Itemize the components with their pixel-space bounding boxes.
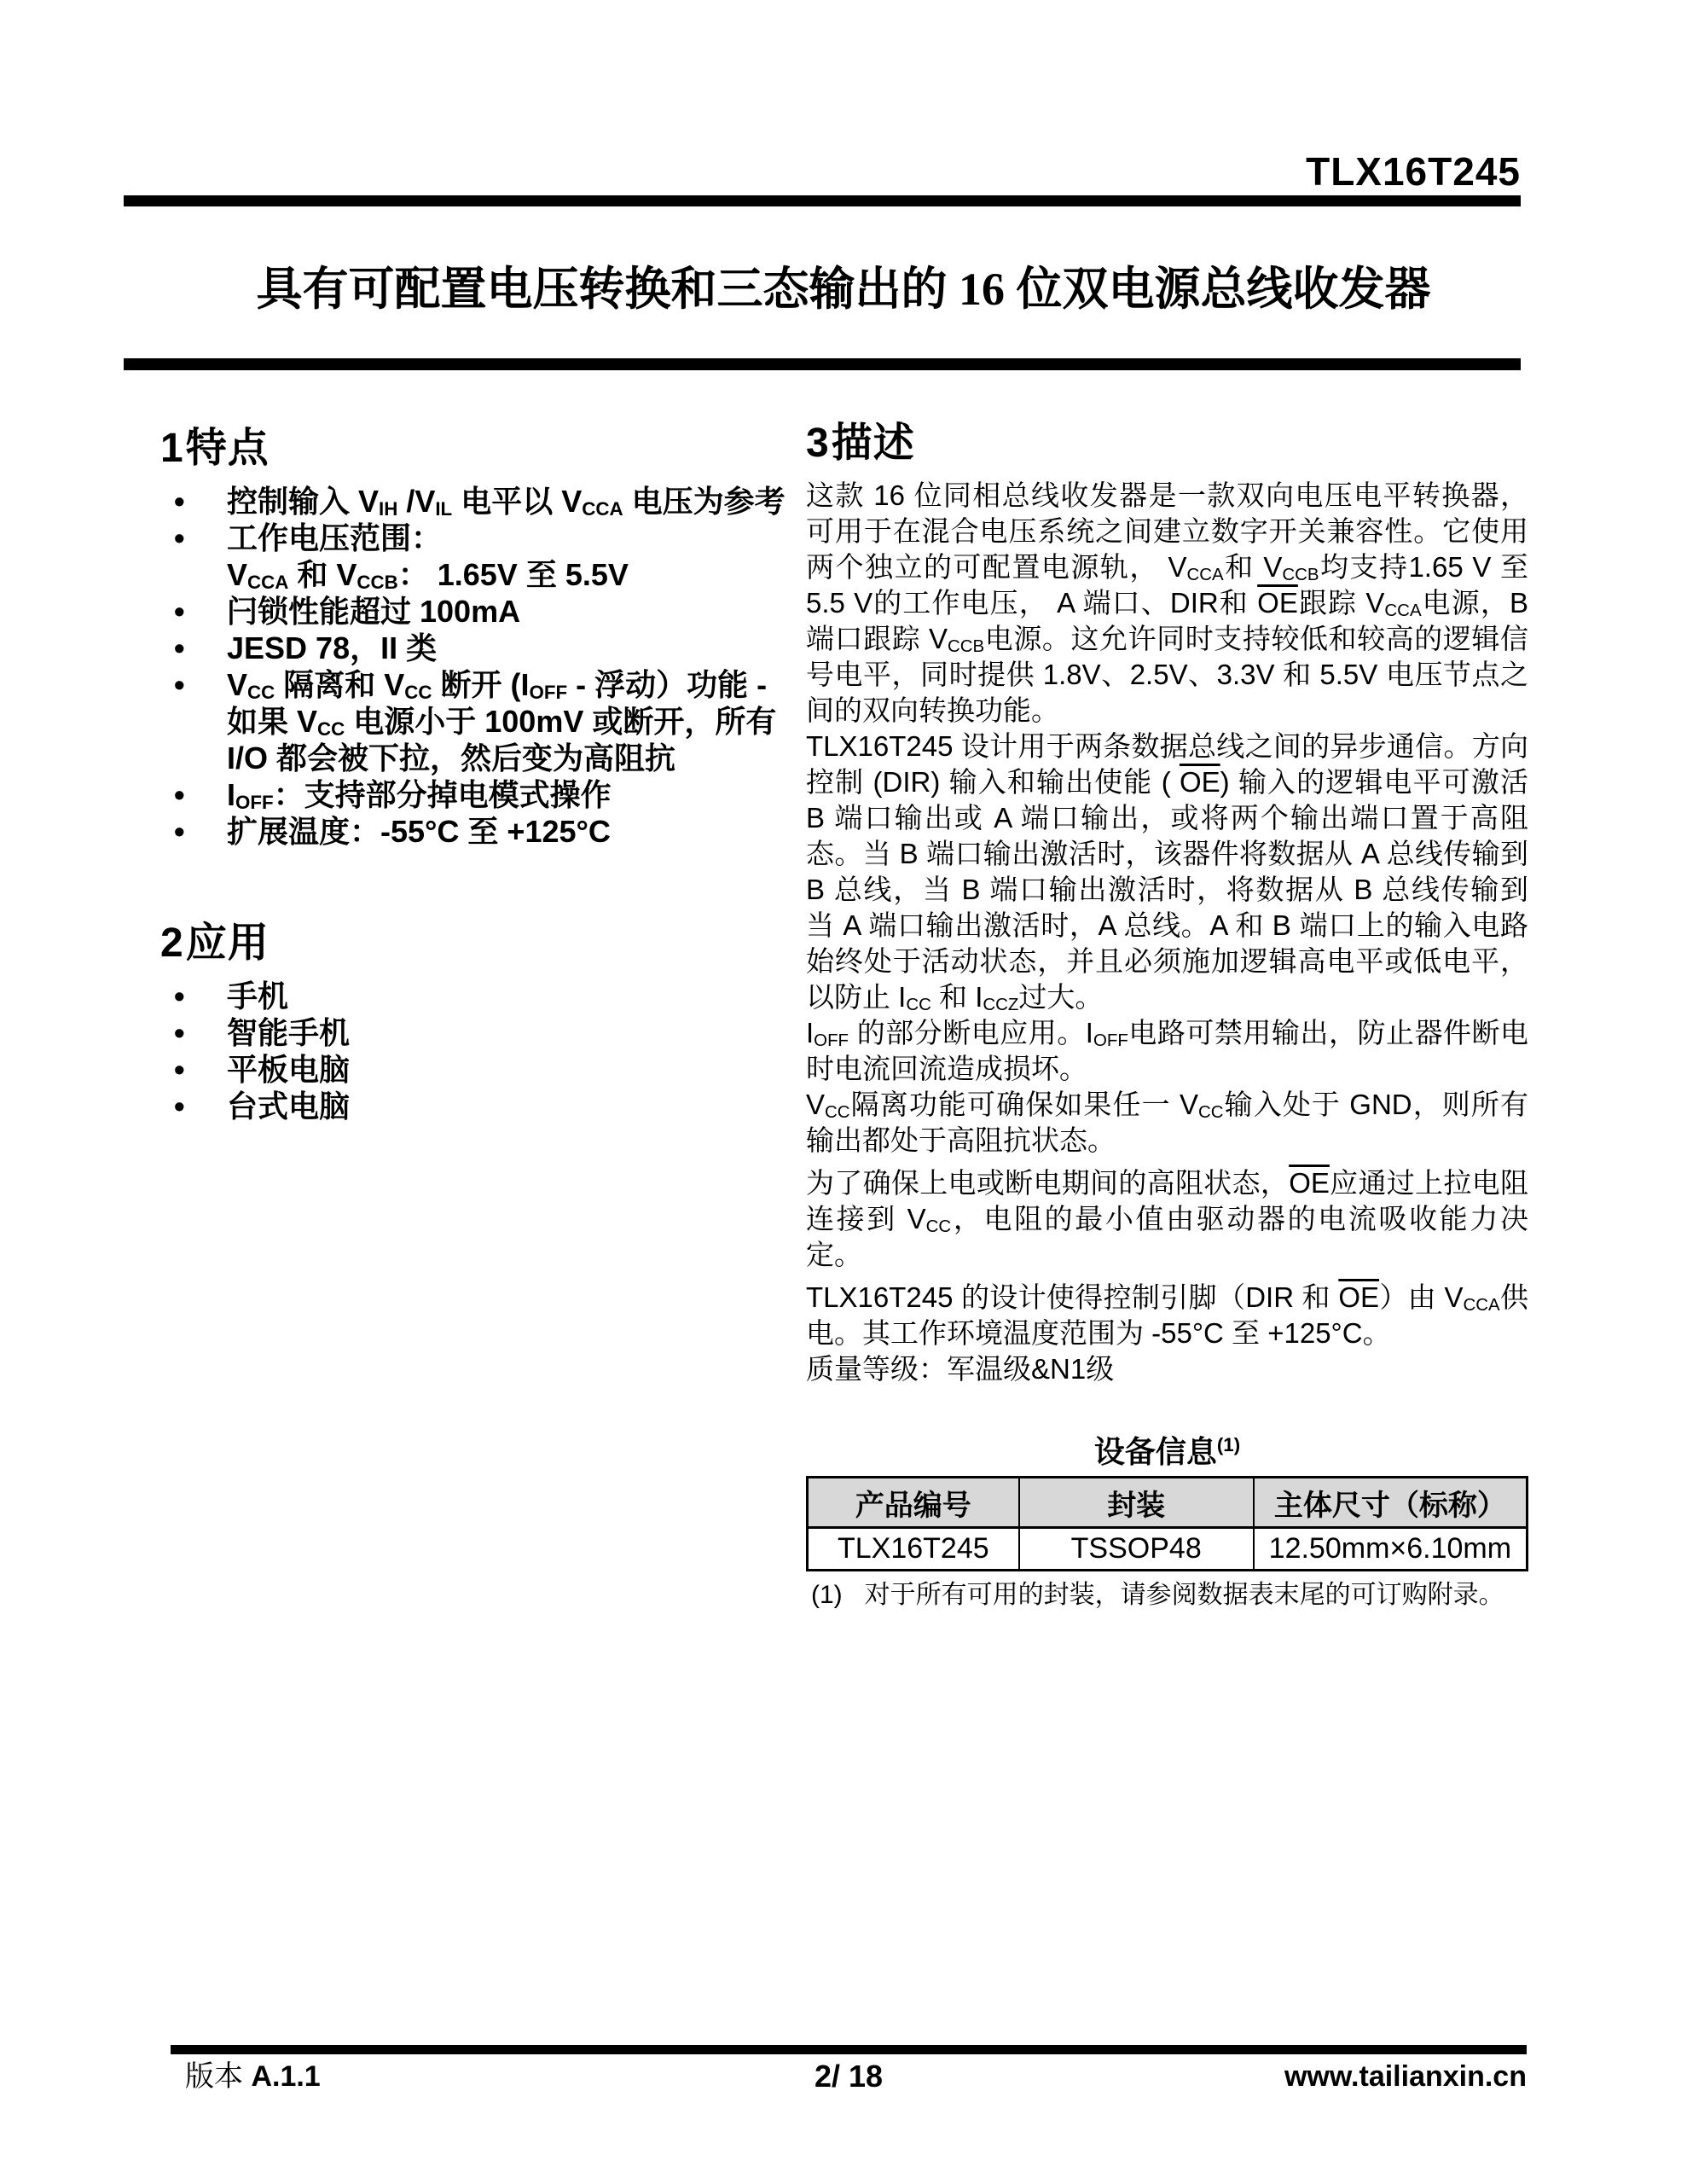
table-footnote	[811, 1580, 1528, 1611]
footer-row	[171, 2059, 1527, 2094]
description-paragraph: $V_{CC}$隔离功能可确保如果任一 $V_{CC}$输入处于 GND，则所有输出都处于高阻抗状态。	[806, 1089, 1529, 1156]
description-paragraph: TLX16T245 的设计使得控制引脚（DIR 和 $\overline{OE}$）由 $V_{CCA}$供电。其工作环境温度范围为 -55°C 至 +125°C。	[806, 1281, 1528, 1349]
cell-package: TSSOP48	[1019, 1528, 1254, 1571]
description-heading-number: 3	[806, 421, 830, 466]
right-column	[806, 420, 1528, 1611]
applications-heading-number: 2	[160, 921, 184, 966]
applications-heading-label: 应用	[185, 921, 270, 966]
footer-website: www.tailianxin.cn	[1284, 2060, 1527, 2093]
page-footer	[171, 2045, 1527, 2094]
footer-page-number: 2/ 18	[814, 2059, 884, 2094]
table-header-row	[808, 1478, 1528, 1528]
page-title: 具有可配置电压转换和三态输出的 16 位双电源总线收发器	[256, 264, 1431, 315]
feature-item: • 扩展温度：-55°C 至 +125°C	[160, 813, 796, 850]
feature-item: • $I_{OFF}$：支持部分掉电模式操作	[160, 776, 796, 813]
description-paragraph: 为了确保上电或断电期间的高阻状态，$\overline{OE}$应通过上拉电阻连接到 $V_{CC}$，电阻的最小值由驱动器的电流吸收能力决定。	[806, 1167, 1529, 1270]
footnote-marker: (1)	[811, 1581, 843, 1609]
part-number: TLX16T245	[1306, 149, 1521, 194]
application-item: • 台式电脑	[160, 1088, 796, 1124]
description-paragraph: TLX16T245 设计用于两条数据总线之间的异步通信。方向控制 (DIR) 输入和输出使能 ( $\overline{OE}$) 输入的逻辑电平可激活 B 端口输出或 A 端口输出，或将两个输出端口置于高阻态。当 B 端口输出激活时，该器件将数据从 A 总线传输到 B 总线，当 B 端口输出激活时，将数据从 B 总线传输到 当 A 端口输出激活时，A 总线。A 和 B 端口上的输入电路始终处于活动状态，并且必须施加逻辑高电平或低电平，以防止 $I_{CC}$ 和 $I_{CCZ}$过大。	[806, 730, 1528, 1014]
cell-body-size: 12.50mm×6.10mm	[1254, 1528, 1528, 1571]
features-heading-number: 1	[160, 426, 184, 471]
header-rule	[124, 195, 1521, 206]
column-header-part-number: 产品编号	[808, 1478, 1019, 1528]
footer-version: 版本 A.1.1	[185, 2060, 321, 2093]
description-heading-label: 描述	[831, 421, 915, 466]
description-heading	[806, 420, 1528, 468]
left-column	[160, 425, 796, 1124]
title-rule	[124, 358, 1521, 370]
features-heading	[160, 425, 796, 473]
footer-rule	[171, 2045, 1527, 2054]
description-paragraph: 这款 16 位同相总线收发器是一款双向电压电平转换器，可用于在混合电压系统之间建立数字开关兼容性。它使用两个独立的可配置电源轨， $V_{CCA}$和 $V_{CCB}$均支持1.65 V 至 5.5 V的工作电压， A 端口、DIR和 $\overline{OE}$跟踪 $V_{CCA}$电源，B 端口跟踪 $V_{CCB}$电源。这允许同时支持较低和较高的逻辑信号电平，同时提供 1.8V、2.5V、3.3V 和 5.5V 电压节点之间的双向转换功能。	[806, 479, 1529, 726]
device-info-title-text: 设备信息	[1093, 1434, 1217, 1469]
feature-item: • $V_{CC}$ 隔离和 $V_{CC}$ 断开 ($I_{OFF}$ - 浮动）功能 - 如果 $V_{CC}$ 电源小于 100mV 或断开，所有 I/O 都会被下拉，然后变为高阻抗	[160, 666, 796, 776]
features-heading-label: 特点	[185, 426, 270, 471]
feature-item: • 闩锁性能超过 100mA	[160, 593, 796, 630]
cell-part-number: TLX16T245	[808, 1528, 1019, 1571]
device-info-block	[806, 1435, 1528, 1611]
applications-heading	[160, 920, 796, 967]
application-item: • 平板电脑	[160, 1051, 796, 1088]
quality-grade-line: 质量等级：军温级&N1级	[806, 1353, 1115, 1385]
application-item: • 手机	[160, 978, 796, 1014]
footnote-text: 对于所有可用的封装，请参阅数据表末尾的可订购附录。	[864, 1581, 1504, 1609]
feature-item: • 控制输入 $V_{IH}$ $/V_{IL}$ 电平以 $V_{CCA}$ 电压为参考	[160, 483, 796, 520]
description-paragraph: $I_{OFF}$ 的部分断电应用。$I_{OFF}$电路可禁用输出，防止器件断电时电流回流造成损坏。	[806, 1017, 1529, 1084]
feature-item: • 工作电压范围： $V_{CCA}$ 和 $V_{CCB}$： 1.65V 至 5.5V	[160, 520, 796, 593]
device-info-table	[806, 1476, 1528, 1571]
feature-item: • JESD 78，II 类	[160, 630, 796, 666]
column-header-package: 封装	[1019, 1478, 1254, 1528]
column-header-body-size: 主体尺寸（标称）	[1254, 1478, 1528, 1528]
features-list	[160, 483, 796, 850]
applications-list	[160, 978, 796, 1124]
table-row	[808, 1528, 1528, 1571]
device-info-title	[806, 1435, 1528, 1469]
device-info-footnote-ref: (1)	[1216, 1434, 1241, 1455]
application-item: • 智能手机	[160, 1014, 796, 1051]
